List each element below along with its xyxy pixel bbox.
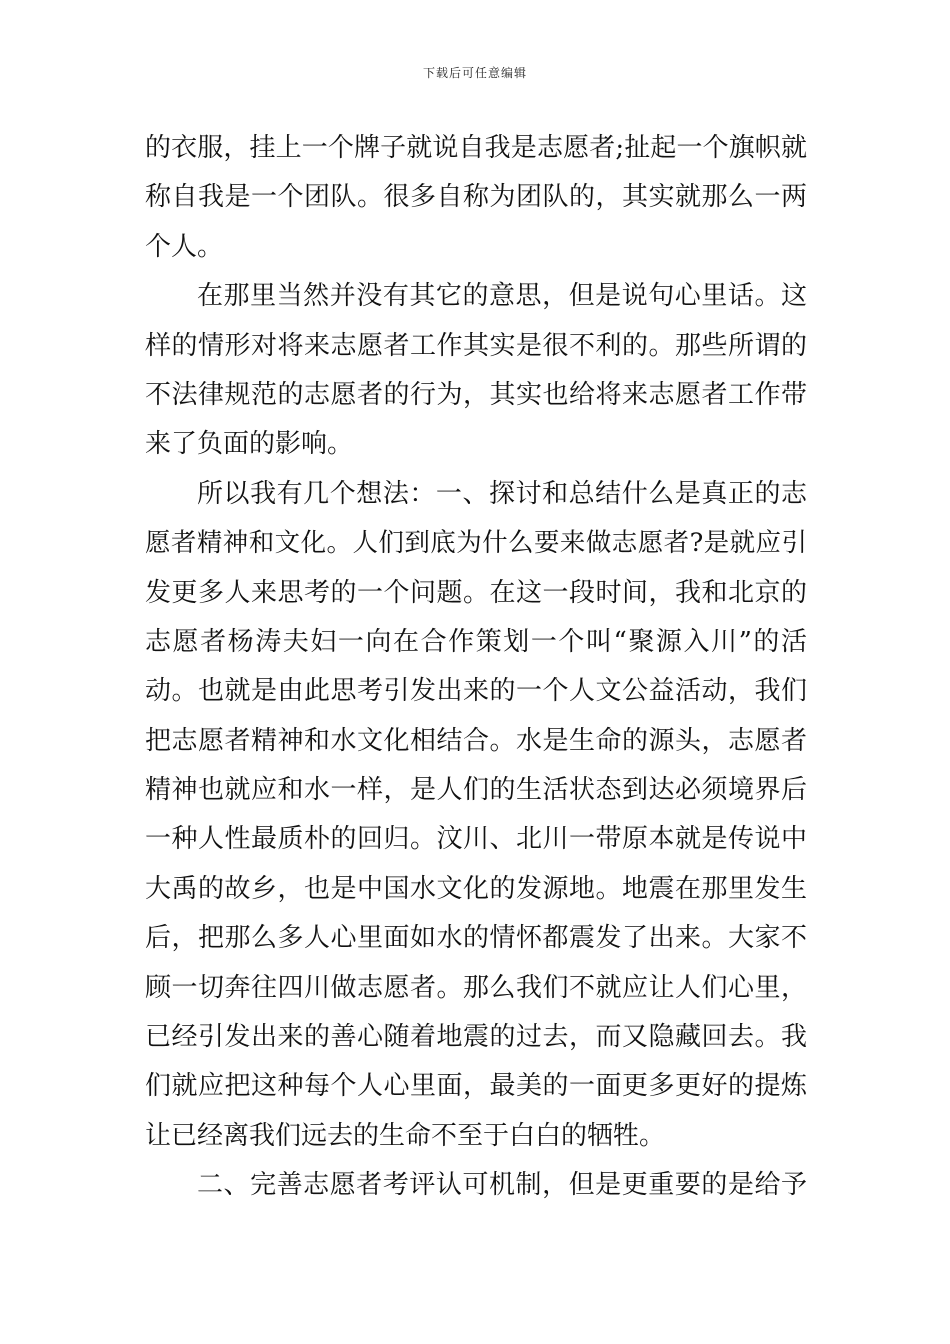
text-line: 样的情形对将来志愿者工作其实是很不利的。那些所谓的 [145,330,807,361]
text-line: 大禹的故乡，也是中国水文化的发源地。地震在那里发生 [145,873,807,904]
text-line: 发更多人来思考的一个问题。在这一段时间，我和北京的 [145,577,807,608]
text-line: 所以我有几个想法：一、探讨和总结什么是真正的志 [197,478,807,509]
page-header: 下载后可任意编辑 [422,66,527,80]
text-line: 二、完善志愿者考评认可机制，但是更重要的是给予 [197,1170,807,1201]
text-line: 让已经离我们远去的生命不至于白白的牺牲。 [145,1120,666,1151]
text-line: 的衣服，挂上一个牌子就说自我是志愿者;扯起一个旗帜就 [145,133,807,163]
text-line: 精神也就应和水一样，是人们的生活状态到达必须境界后 [145,775,807,806]
text-line: 个人。 [145,231,224,262]
text-line: 称自我是一个团队。很多自称为团队的，其实就那么一两 [145,182,807,213]
text-line: 把志愿者精神和水文化相结合。水是生命的源头，志愿者 [145,725,807,756]
text-line: 愿者精神和文化。人们到底为什么要来做志愿者?是就应引 [145,528,807,559]
text-line: 一种人性最质朴的回归。汶川、北川一带原本就是传说中 [145,824,807,855]
text-line: 不法律规范的志愿者的行为，其实也给将来志愿者工作带 [145,379,807,410]
text-line: 在那里当然并没有其它的意思，但是说句心里话。这 [197,281,807,312]
text-line: 顾一切奔往四川做志愿者。那么我们不就应让人们心里， [145,972,807,1003]
body-text [145,124,807,1211]
text-line: 动。也就是由此思考引发出来的一个人文公益活动，我们 [145,676,807,707]
text-line: 已经引发出来的善心随着地震的过去，而又隐藏回去。我 [145,1022,807,1053]
text-line: 志愿者杨涛夫妇一向在合作策划一个叫“聚源入川”的活 [145,626,807,657]
text-line: 后，把那么多人心里面如水的情怀都震发了出来。大家不 [145,923,807,954]
text-line: 们就应把这种每个人心里面，最美的一面更多更好的提炼 [145,1071,807,1102]
text-line: 来了负面的影响。 [145,429,354,460]
